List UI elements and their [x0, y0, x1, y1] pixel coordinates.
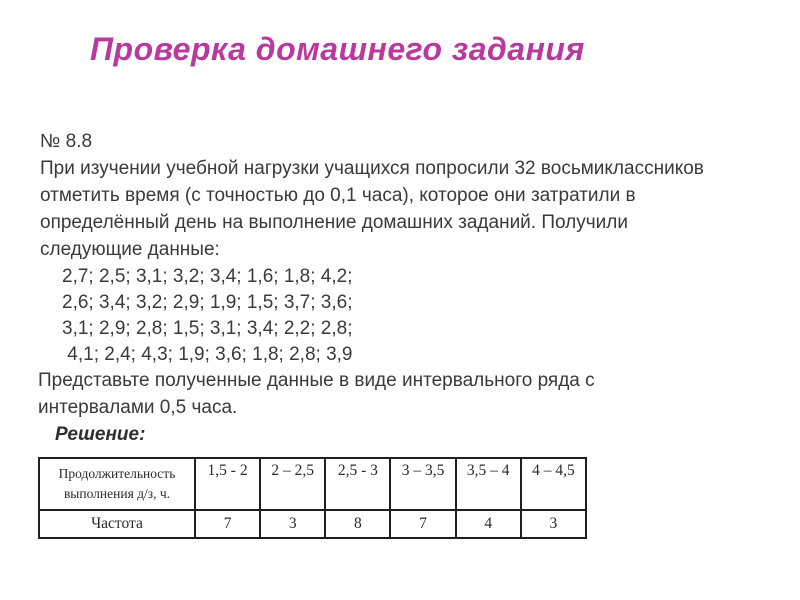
table-row-header-frequency: Частота	[39, 510, 195, 538]
interval-cell-3: 2,5 - 3	[325, 458, 390, 510]
table-row-frequencies	[39, 510, 586, 538]
problem-statement-line-4: следующие данные:	[40, 239, 220, 260]
table-row-header-duration: Продолжительность выполнения д/з, ч.	[39, 458, 195, 510]
frequency-cell-2: 3	[260, 510, 325, 538]
task-statement	[38, 367, 768, 421]
interval-cell-5: 3,5 – 4	[456, 458, 521, 510]
page-title: Проверка домашнего задания	[90, 31, 585, 67]
interval-table	[38, 457, 587, 539]
frequency-cell-6: 3	[521, 510, 586, 538]
frequency-cell-5: 4	[456, 510, 521, 538]
interval-cell-2: 2 – 2,5	[260, 458, 325, 510]
interval-cell-6: 4 – 4,5	[521, 458, 586, 510]
table-row-intervals	[39, 458, 586, 510]
data-values-line-1: 2,7; 2,5; 3,1; 3,2; 3,4; 1,6; 1,8; 4,2;	[62, 266, 353, 287]
data-values-line-3: 3,1; 2,9; 2,8; 1,5; 3,1; 3,4; 2,2; 2,8;	[62, 318, 353, 339]
frequency-cell-4: 7	[390, 510, 455, 538]
frequency-cell-3: 8	[325, 510, 390, 538]
interval-cell-1: 1,5 - 2	[195, 458, 260, 510]
data-values	[62, 264, 352, 368]
task-line-1: Представьте полученные данные в виде интервального ряда с	[38, 370, 595, 391]
problem-number: № 8.8	[40, 131, 93, 152]
solution-label: Решение:	[55, 424, 146, 445]
data-values-line-4: 4,1; 2,4; 4,3; 1,9; 3,6; 1,8; 2,8; 3,9	[62, 344, 353, 365]
problem-statement	[40, 128, 770, 263]
task-line-2: интервалами 0,5 часа.	[38, 397, 238, 418]
interval-cell-4: 3 – 3,5	[390, 458, 455, 510]
data-values-line-2: 2,6; 3,4; 3,2; 2,9; 1,9; 1,5; 3,7; 3,6;	[62, 292, 353, 313]
problem-statement-line-2: отметить время (с точностью до 0,1 часа), которое они затратили в	[40, 185, 636, 206]
problem-statement-line-3: определённый день на выполнение домашних заданий. Получили	[40, 212, 628, 233]
frequency-cell-1: 7	[195, 510, 260, 538]
problem-statement-line-1: При изучении учебной нагрузки учащихся попросили 32 восьмиклассников	[40, 158, 704, 179]
